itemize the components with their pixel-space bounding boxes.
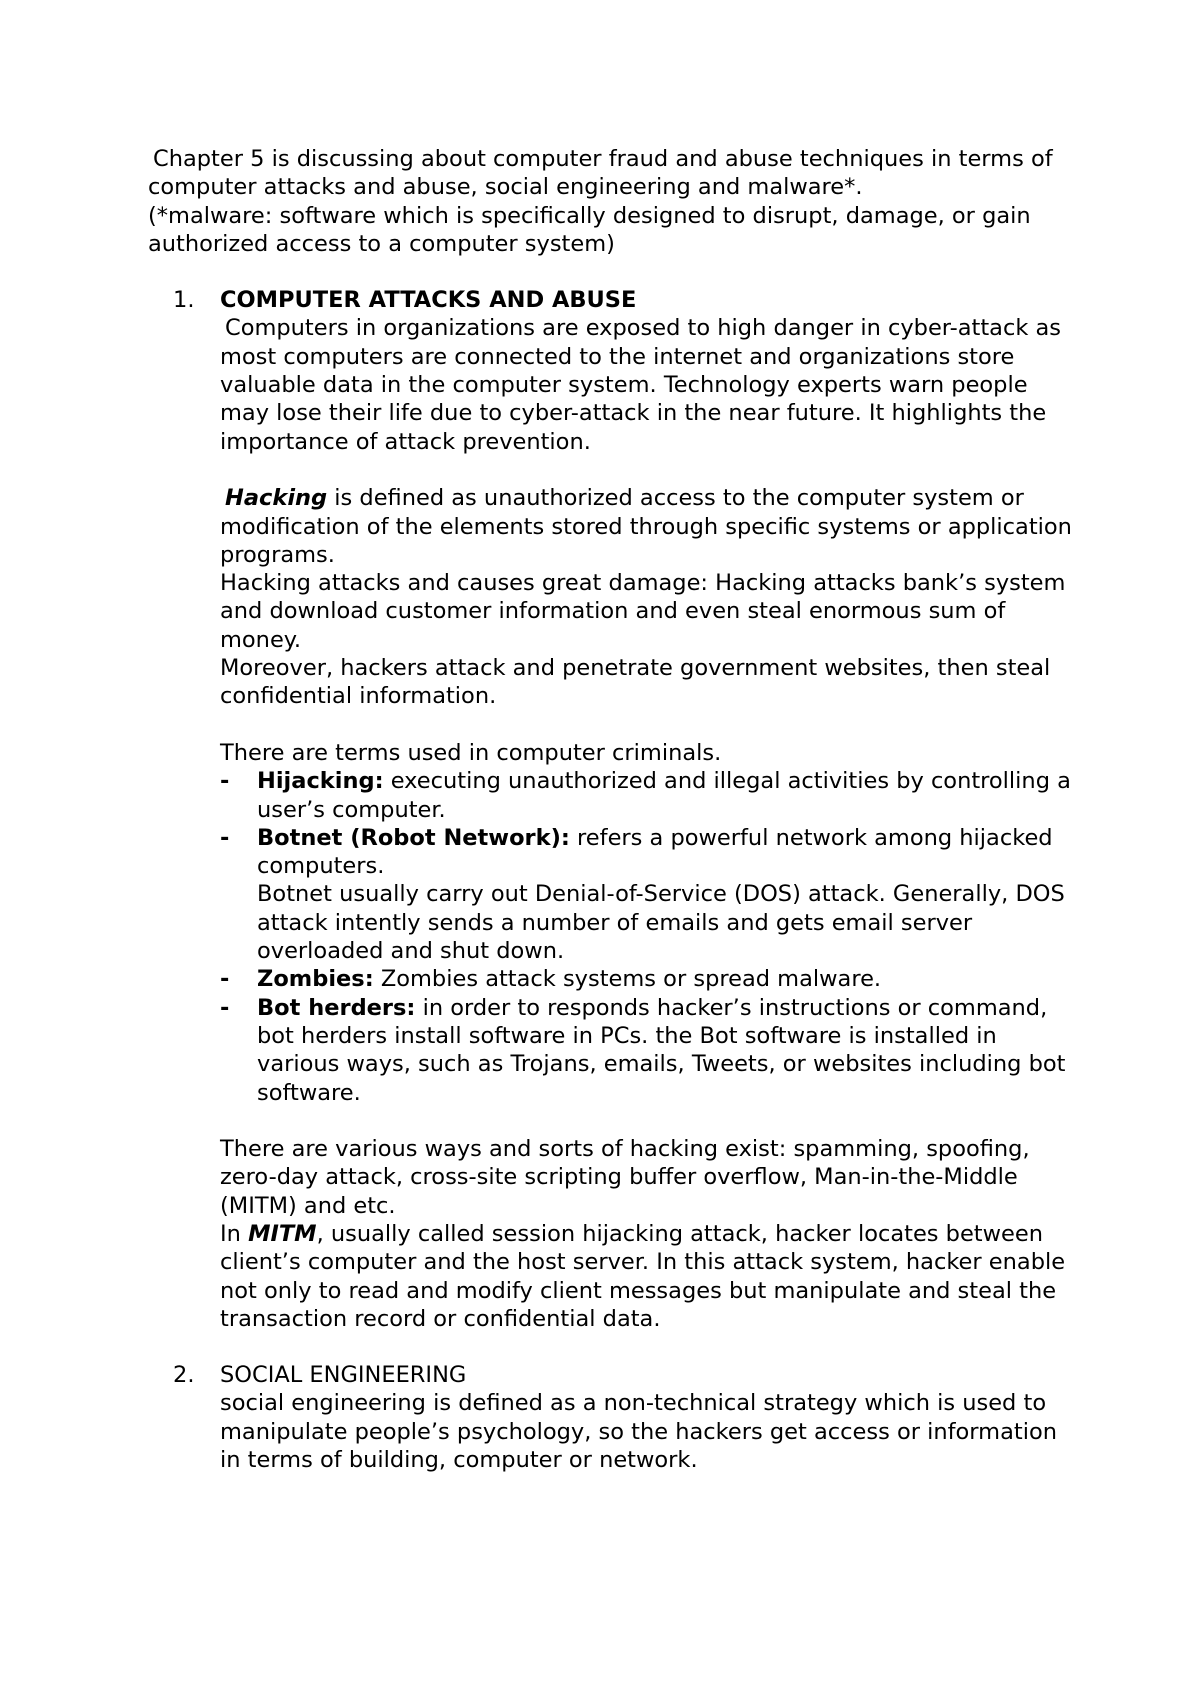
attacks-paragraph: Computers in organizations are exposed to high danger in cyber-attack as most computers are connected to the internet and organizations store valuable data in the computer system. Technology experts warn people may lose their life due to cyber-attack in the near future. It highlights the importance of attack prevention. — [220, 315, 1062, 455]
hacking-definition — [220, 484, 1080, 569]
list-item — [220, 824, 1080, 965]
section-heading: COMPUTER ATTACKS AND ABUSE — [220, 287, 637, 314]
hacking-term: Hacking — [225, 485, 328, 512]
term-text: Zombies attack systems or spread malware. — [373, 966, 882, 993]
bullet-dash: - — [220, 768, 230, 795]
bullet-dash: - — [220, 994, 230, 1021]
section-computer-attacks — [148, 286, 1088, 1333]
section-social-engineering — [148, 1361, 1088, 1474]
mitm-paragraph — [220, 1220, 1080, 1333]
term-text: in order to responds hacker’s instructions or command, bot herders install software in PCs. the Bot software is installed in various ways, such as Trojans, emails, Tweets, or websites including bot software. — [257, 994, 1066, 1106]
term-extra-text: Botnet usually carry out Denial-of-Service (DOS) attack. Generally, DOS attack intently sends a number of emails and gets email server overloaded and shut down. — [257, 881, 1065, 965]
terms-list — [220, 767, 1080, 1107]
section-number: 1. — [173, 287, 195, 314]
section-heading: SOCIAL ENGINEERING — [220, 1362, 467, 1389]
section-number: 2. — [173, 1362, 195, 1389]
list-item — [220, 767, 1080, 824]
hacking-ways: There are various ways and sorts of hacking exist: spamming, spoofing, zero-day attack, cross-site scripting buffer overflow, Man-in-the-Middle (MITM) and etc. — [220, 1136, 1030, 1219]
term-text: refers a powerful network among hijacked computers. — [257, 824, 1053, 880]
hacking-damage: Hacking attacks and causes great damage: Hacking attacks bank’s system and download customer information and even steal enormous sum of money. — [220, 570, 1066, 653]
bullet-dash: - — [220, 824, 230, 851]
social-engineering-paragraph: social engineering is defined as a non-technical strategy which is used to manipulate people’s psychology, so the hackers get access or information in terms of building, computer or network. — [220, 1390, 1057, 1474]
hacking-definition-text: is defined as unauthorized access to the computer system or modification of the elements stored through specific systems or application programs. — [220, 485, 1072, 568]
list-item — [220, 965, 1080, 993]
intro-paragraph — [148, 145, 1058, 258]
term-label: Bot herders: — [257, 994, 416, 1021]
mitm-prefix: In — [220, 1220, 249, 1247]
list-item — [220, 994, 1080, 1107]
term-label: Zombies: — [257, 966, 374, 993]
mitm-text: , usually called session hijacking attack, hacker locates between client’s computer and the host server. In this attack system, hacker enable not only to read and modify client messages but manipulate and steal the transaction record or confidential data. — [220, 1220, 1066, 1332]
term-text: executing unauthorized and illegal activities by controlling a user’s computer. — [257, 768, 1071, 823]
mitm-term: MITM — [248, 1220, 317, 1247]
document-page — [148, 145, 1088, 1474]
bullet-dash: - — [220, 966, 230, 993]
term-label: Hijacking: — [257, 768, 384, 795]
terms-intro: There are terms used in computer criminals. — [220, 739, 722, 766]
intro-line-2: (*malware: software which is specifically designed to disrupt, damage, or gain authorized access to a computer system) — [148, 202, 1031, 257]
intro-line-1: Chapter 5 is discussing about computer fraud and abuse techniques in terms of computer attacks and abuse, social engineering and malware*. — [148, 146, 1053, 201]
term-label: Botnet (Robot Network): — [257, 824, 570, 851]
hacking-government: Moreover, hackers attack and penetrate government websites, then steal confidential information. — [220, 655, 1051, 710]
